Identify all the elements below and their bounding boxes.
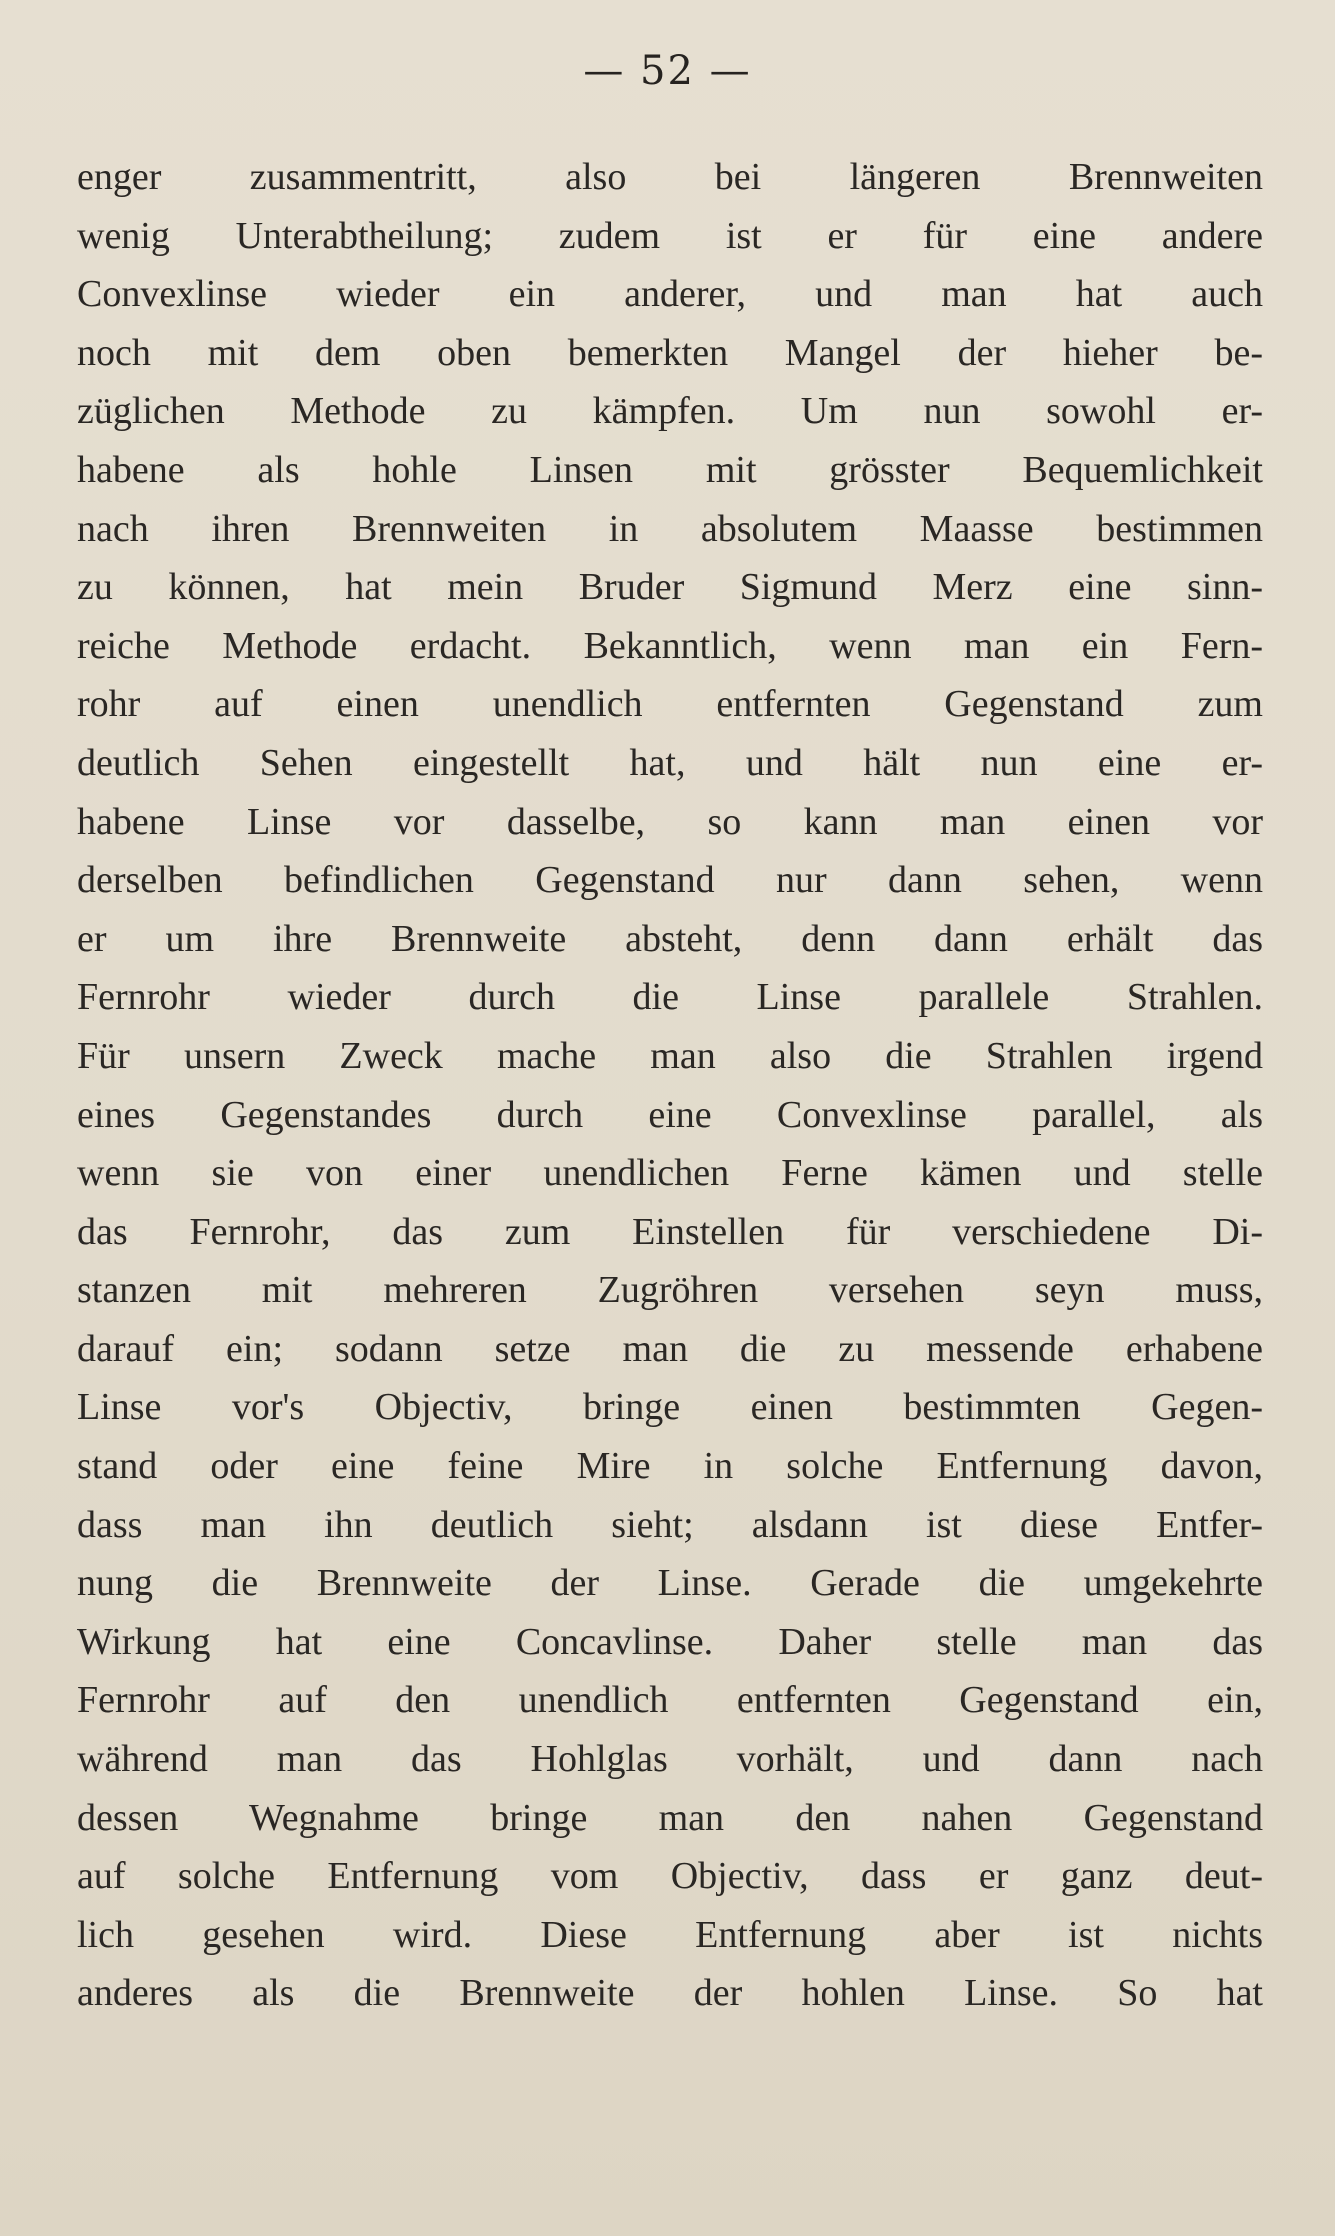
- text-line: rohr auf einen unendlich entfernten Gegenstand zum: [77, 683, 1263, 726]
- text-line: anderes als die Brennweite der hohlen Linse. So hat: [77, 1972, 1263, 2015]
- text-line: noch mit dem oben bemerkten Mangel der hieher be-: [77, 331, 1263, 374]
- text-line: Linse vor's Objectiv, bringe einen bestimmten Gegen-: [77, 1386, 1263, 1429]
- page-number-header: — 52 —: [583, 48, 752, 94]
- text-line: Wirkung hat eine Concavlinse. Daher stelle man das: [77, 1620, 1263, 1663]
- text-line: habene Linse vor dasselbe, so kann man einen vor: [77, 800, 1263, 843]
- text-line: auf solche Entfernung vom Objectiv, dass er ganz deut-: [77, 1855, 1263, 1898]
- text-line: enger zusammentritt, also bei längeren Brennweiten: [77, 156, 1263, 198]
- text-line: deutlich Sehen eingestellt hat, und hält nun eine er-: [77, 741, 1263, 784]
- text-line: darauf ein; sodann setze man die zu messende erhabene: [77, 1327, 1263, 1370]
- text-line: er um ihre Brennweite absteht, denn dann erhält das: [77, 917, 1263, 960]
- text-line: wenn sie von einer unendlichen Ferne kämen und stelle: [77, 1152, 1263, 1195]
- text-line: lich gesehen wird. Diese Entfernung aber ist nichts: [77, 1913, 1263, 1956]
- text-line: eines Gegenstandes durch eine Convexlinse parallel, als: [77, 1093, 1263, 1136]
- text-line: Convexlinse wieder ein anderer, und man hat auch: [77, 273, 1263, 316]
- text-line: stanzen mit mehreren Zugröhren versehen seyn muss,: [77, 1269, 1263, 1312]
- text-line: derselben befindlichen Gegenstand nur dann sehen, wenn: [77, 859, 1263, 902]
- text-line: wenig Unterabtheilung; zudem ist er für eine andere: [77, 214, 1263, 257]
- text-line: habene als hohle Linsen mit grösster Bequemlichkeit: [77, 448, 1263, 491]
- text-line: züglichen Methode zu kämpfen. Um nun sowohl er-: [77, 390, 1263, 433]
- text-line: während man das Hohlglas vorhält, und dann nach: [77, 1738, 1263, 1781]
- text-line: nach ihren Brennweiten in absolutem Maasse bestimmen: [77, 507, 1263, 550]
- text-line: Für unsern Zweck mache man also die Strahlen irgend: [77, 1034, 1263, 1077]
- body-text: [77, 148, 1263, 2023]
- text-line: dass man ihn deutlich sieht; alsdann ist diese Entfer-: [77, 1503, 1263, 1546]
- text-line: Fernrohr wieder durch die Linse parallele Strahlen.: [77, 976, 1263, 1019]
- text-line: stand oder eine feine Mire in solche Entfernung davon,: [77, 1445, 1263, 1488]
- text-line: das Fernrohr, das zum Einstellen für verschiedene Di-: [77, 1210, 1263, 1253]
- text-line: zu können, hat mein Bruder Sigmund Merz eine sinn-: [77, 566, 1263, 609]
- text-line: dessen Wegnahme bringe man den nahen Gegenstand: [77, 1796, 1263, 1839]
- text-line: reiche Methode erdacht. Bekanntlich, wenn man ein Fern-: [77, 624, 1263, 667]
- text-line: nung die Brennweite der Linse. Gerade die umgekehrte: [77, 1562, 1263, 1605]
- text-line: Fernrohr auf den unendlich entfernten Gegenstand ein,: [77, 1679, 1263, 1722]
